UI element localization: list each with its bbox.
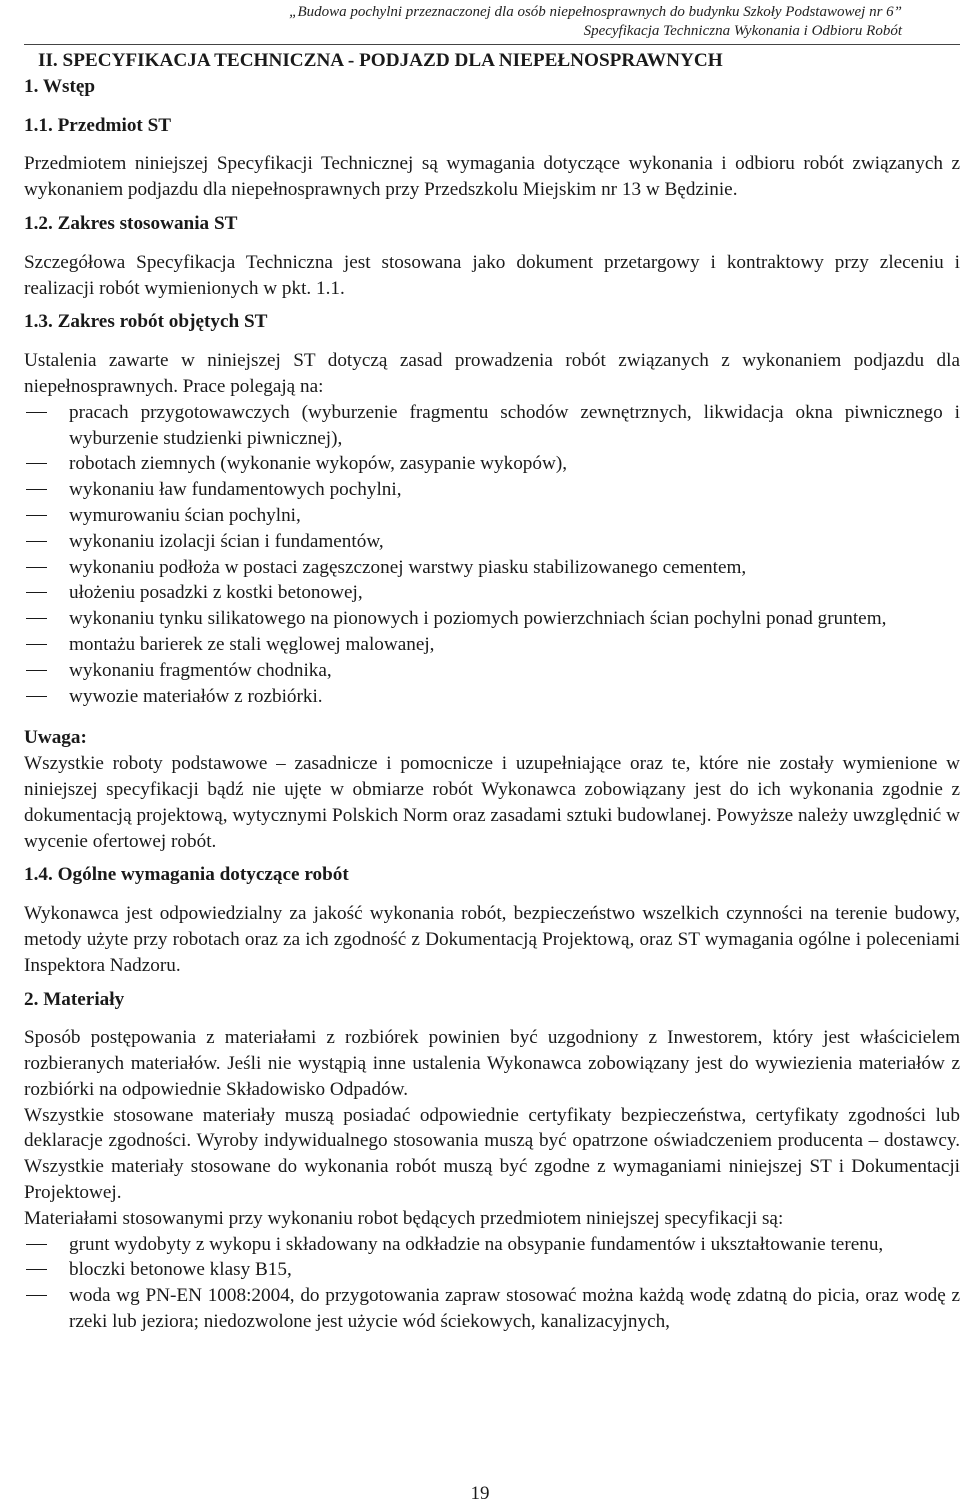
dash-bullet-icon: [26, 1244, 47, 1245]
dash-bullet-icon: [26, 515, 47, 516]
header-project-title: „Budowa pochylni przeznaczonej dla osób niepełnosprawnych do budynku Szkoły Podstawowej nr 6”: [289, 4, 902, 20]
list-item: montażu barierek ze stali węglowej malowanej,: [24, 632, 960, 658]
section-2-heading: 2. Materiały: [24, 988, 125, 1010]
dash-bullet-icon: [26, 541, 47, 542]
section-2-paragraph-3: Materiałami stosowanymi przy wykonaniu robot będących przedmiotem niniejszej specyfikacji są:: [24, 1207, 784, 1229]
section-1-4-heading: 1.4. Ogólne wymagania dotyczące robót: [24, 864, 349, 886]
materials-list: [24, 1232, 960, 1335]
section-1-heading: 1. Wstęp: [24, 75, 96, 97]
note-label: Uwaga:: [24, 727, 87, 749]
main-content: [24, 48, 960, 1335]
page-number: 19: [470, 1483, 490, 1504]
list-item: wywozie materiałów z rozbiórki.: [24, 684, 960, 710]
list-item: ułożeniu posadzki z kostki betonowej,: [24, 580, 960, 606]
section-1-3-heading: 1.3. Zakres robót objętych ST: [24, 311, 268, 333]
section-2-paragraph-1: Sposób postępowania z materiałami z rozbiórek powinien być uzgodniony z Inwestorem, który jest właścicielem rozbieranych materiałów. Jeśli nie wystąpią inne ustalenia Wykonawca zobowiązany jest do wywiezienia materiałów z rozbiórki na odpowiednie Składowisko Odpadów.: [24, 1027, 960, 1100]
dash-bullet-icon: [26, 567, 47, 568]
list-item: wykonaniu podłoża w postaci zagęszczonej warstwy piasku stabilizowanego cementem,: [24, 555, 960, 581]
section-1-1-text: Przedmiotem niniejszej Specyfikacji Technicznej są wymagania dotyczące wykonania i odbioru robót związanych z wykonaniem podjazdu dla niepełnosprawnych przy Przedszkolu Miejskim nr 13 w Będzinie.: [24, 153, 960, 201]
list-item: wykonaniu ław fundamentowych pochylni,: [24, 477, 960, 503]
list-item: robotach ziemnych (wykonanie wykopów, zasypanie wykopów),: [24, 451, 960, 477]
dash-bullet-icon: [26, 644, 47, 645]
section-2-paragraph-2: Wszystkie stosowane materiały muszą posiadać odpowiednie certyfikaty bezpieczeństwa, certyfikaty zgodności lub deklaracje zgodności. Wyroby indywidualnego stosowania muszą być opatrzone oświadczeniem producenta – dostawcy. Wszystkie materiały stosowane do wykonania robót muszą być zgodne z wymaganiami niniejszej ST i Dokumentacji Projektowej.: [24, 1104, 960, 1204]
list-item: bloczki betonowe klasy B15,: [24, 1257, 960, 1283]
list-item: wymurowaniu ścian pochylni,: [24, 503, 960, 529]
note-text: Wszystkie roboty podstawowe – zasadnicze i pomocnicze i uzupełniające oraz te, które nie zostały wymienione w niniejszej specyfikacji bądź nie ujęte w obmiarze robót Wykonawca zobowiązany jest do ich wykonania zgodnie z dokumentacją projektową, wytycznymi Polskich Norm oraz zasadami sztuki budowlanej. Powyższe należy uwzględnić w wycenie ofertowej robót.: [24, 753, 960, 852]
section-1-2-text: Szczegółowa Specyfikacja Techniczna jest stosowana jako dokument przetargowy i kontraktowy przy zleceniu i realizacji robót wymienionych w pkt. 1.1.: [24, 251, 960, 299]
dash-bullet-icon: [26, 412, 47, 413]
list-item: wykonaniu izolacji ścian i fundamentów,: [24, 529, 960, 555]
list-item: wykonaniu tynku silikatowego na pionowych i poziomych powierzchniach ścian pochylni ponad gruntem,: [24, 606, 960, 632]
list-item: woda wg PN-EN 1008:2004, do przygotowania zapraw stosować można każdą wodę zdatną do picia, oraz wodę z rzeki lub jeziora; niedozwolone jest użycie wód ściekowych, kanalizacyjnych,: [24, 1283, 960, 1335]
dash-bullet-icon: [26, 489, 47, 490]
dash-bullet-icon: [26, 592, 47, 593]
dash-bullet-icon: [26, 1269, 47, 1270]
dash-bullet-icon: [26, 618, 47, 619]
chapter-title: II. SPECYFIKACJA TECHNICZNA - PODJAZD DLA NIEPEŁNOSPRAWNYCH: [38, 50, 723, 71]
dash-bullet-icon: [26, 463, 47, 464]
section-1-3-text: Ustalenia zawarte w niniejszej ST dotyczą zasad prowadzenia robót związanych z wykonaniem podjazdu dla niepełnosprawnych. Prace polegają na:: [24, 350, 960, 397]
list-item: pracach przygotowawczych (wyburzenie fragmentu schodów zewnętrznych, likwidacja okna piwnicznego i wyburzenie studzienki piwnicznej),: [24, 400, 960, 452]
section-1-2-heading: 1.2. Zakres stosowania ST: [24, 212, 238, 234]
header-spec-title: Specyfikacja Techniczna Wykonania i Odbioru Robót: [583, 23, 902, 39]
list-item: grunt wydobyty z wykopu i składowany na odkładzie na obsypanie fundamentów i ukształtowanie terenu,: [24, 1232, 960, 1258]
dash-bullet-icon: [26, 696, 47, 697]
dash-bullet-icon: [26, 670, 47, 671]
section-1-4-text: Wykonawca jest odpowiedzialny za jakość wykonania robót, bezpieczeństwo wszelkich czynności na terenie budowy, metody użyte przy robotach oraz za ich zgodność z Dokumentacją Projektową, oraz ST wymagania ogólne i poleceniami Inspektora Nadzoru.: [24, 903, 960, 976]
works-list: [24, 400, 960, 710]
dash-bullet-icon: [26, 1295, 47, 1296]
running-header: [289, 3, 902, 41]
header-rule: [24, 44, 960, 45]
section-1-1-heading: 1.1. Przedmiot ST: [24, 114, 172, 136]
list-item: wykonaniu fragmentów chodnika,: [24, 658, 960, 684]
